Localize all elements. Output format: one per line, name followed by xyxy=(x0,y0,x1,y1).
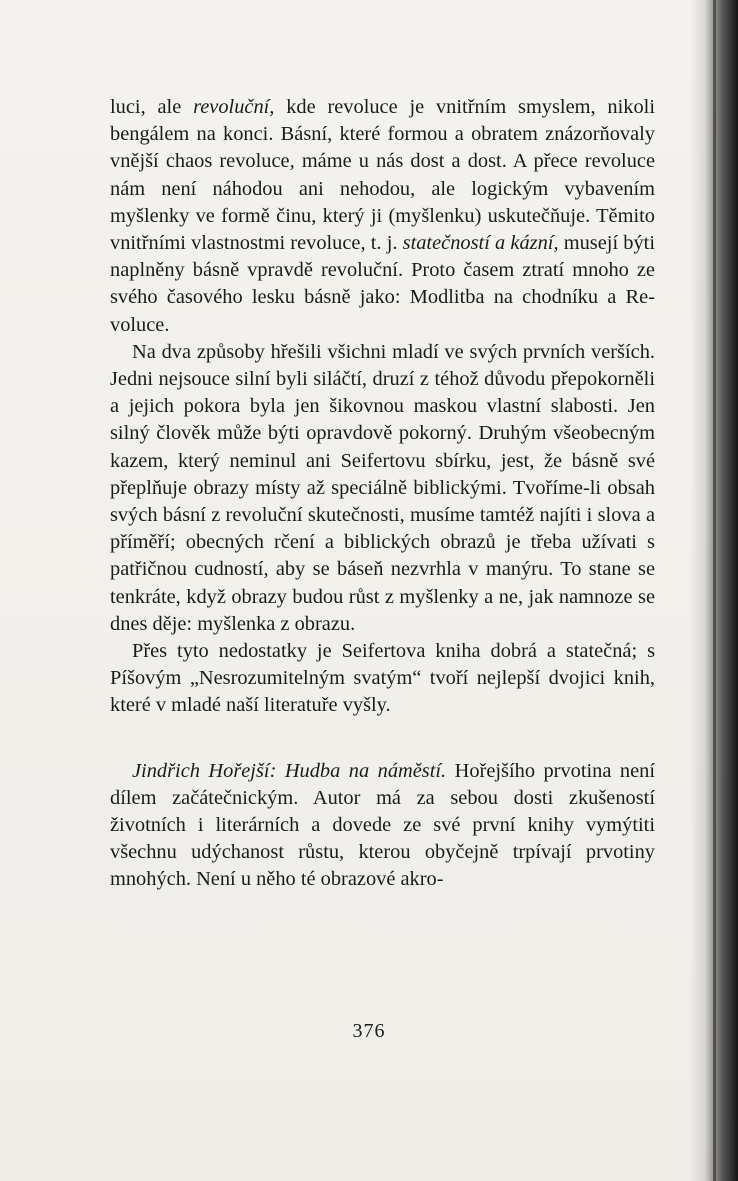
body-text xyxy=(110,94,655,894)
paragraph-2: Na dva způsoby hřešili všichni mladí ve svých prvních verších. Jedni nejsouce silní byli siláčtí, druzí z téhož důvodu přepokorněli a jejich pokora byla jen šikovnou maskou vlastní slabosti. Jen silný člověk může býti opravdově pokorný. Druhým všeobecným kazem, který neminul ani Seifertovu sbírku, jest, že básně své přeplňuje obrazy místy až speciálně biblickými. Tvoříme-li obsah svých básní z revoluční skutečnosti, musíme tamtéž najíti i slova a příměří; obecných rčení a biblických obrazů je třeba užívati s patřičnou cudností, aby se báseň nezvrhla v manýru. To stane se tenkráte, když obrazy budou růst z myšlenky a ne, jak namnoze se dnes děje: myšlenka z obrazu. xyxy=(110,340,655,635)
page-number: 376 xyxy=(352,1020,386,1042)
paragraph-1 xyxy=(110,94,655,339)
book-title-hudba-na-namesti: Jindřich Hořejší: Hudba na náměstí. xyxy=(132,759,447,782)
paragraph-1-italic-statecnost: statečností a kázní, xyxy=(402,232,559,255)
paragraph-1-text-e: musejí býti naplněny básně vpravdě revoluční. Proto časem ztratí mnoho ze svého časového lesku básně jako: Modlitba na chodníku a Revoluce. xyxy=(110,232,656,336)
paragraph-1-italic-revolucni: revoluční, xyxy=(193,96,275,118)
page-gutter-shadow xyxy=(713,0,716,1181)
paragraph-1-text-a: luci, ale xyxy=(110,96,194,118)
paragraph-1-text-c: kde revoluce je vnitřním smyslem, nikoli bengálem na konci. Básní, které formou a obratem znázorňovaly vnější chaos revoluce, máme u nás dost a dost. A přece revoluce nám není náhodou ani nehodou, ale logickým vybavením myšlenky ve formě činu, který ji (myšlenku) uskutečňuje. Těmito vnitřními vlastnostmi revoluce, t. j. xyxy=(110,96,655,255)
paragraph-3: Přes tyto nedostatky je Seifertova kniha dobrá a statečná; s Píšovým „Nesrozumitelným svatým“ tvoří nejlepší dvojici knih, které v mladé naší literatuře vyšly. xyxy=(110,640,655,717)
paragraph-4-text: Hořejšího prvotina není dílem začátečnickým. Autor má za sebou dosti zkušeností životních i literárních a dovede ze své první knihy vymýtiti všechnu udýchanost růstu, kterou obyčejně trpívají prvotiny mnohých. Není u něho té obrazové akro- xyxy=(110,759,655,891)
paragraph-4 xyxy=(110,758,655,894)
